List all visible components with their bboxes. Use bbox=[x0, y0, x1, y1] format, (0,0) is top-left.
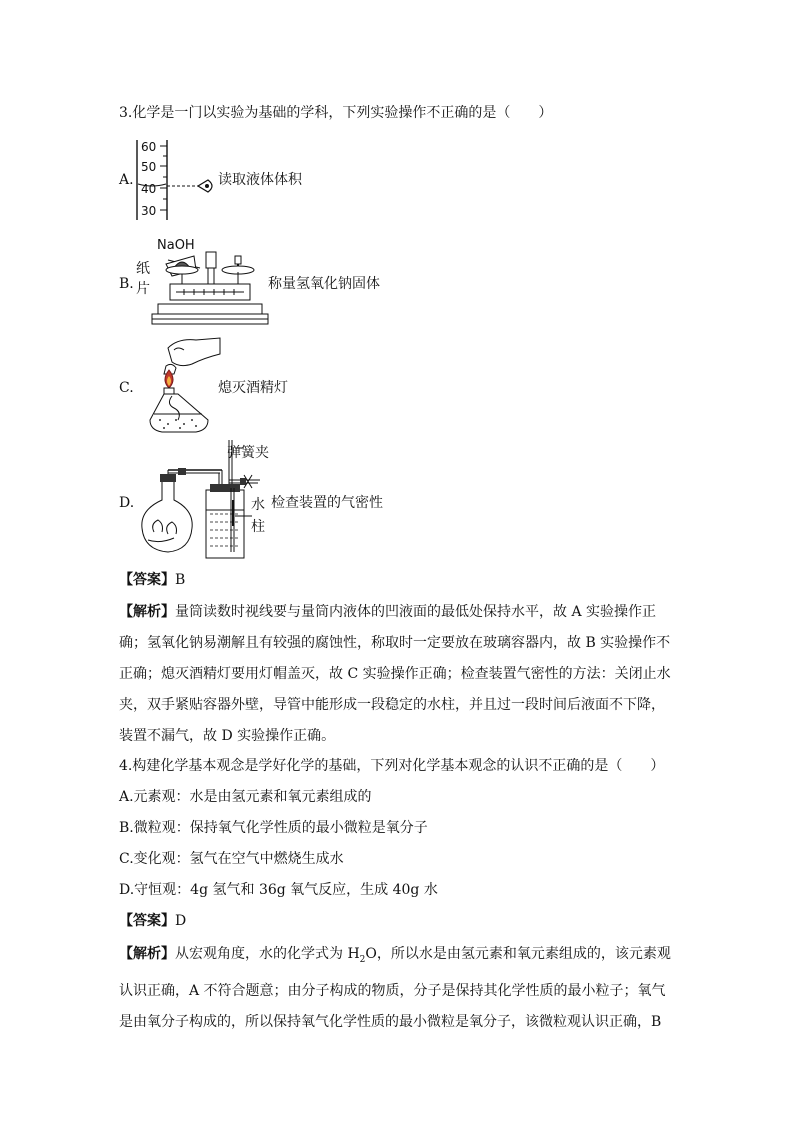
q3-option-d-label: D. bbox=[119, 495, 135, 511]
analysis-line: 【解析】从宏观角度，水的化学式为 $H_2O$，所以水是由氢元素和氧元素组成的，该元素观 bbox=[119, 946, 671, 965]
q4-option-b: B.微粒观：保持氧气化学性质的最小微粒是氧分子 bbox=[119, 820, 428, 836]
q4-option-d: D.守恒观：4g 氢气和 36g 氧气反应，生成 40g 水 bbox=[119, 882, 438, 898]
analysis-line: 确；氢氧化钠易潮解且有较强的腐蚀性，称取时一定要放在玻璃容器内，故 B 实验操作不 bbox=[119, 635, 671, 651]
q4-analysis bbox=[119, 939, 679, 1038]
paper-label-1: 纸 bbox=[136, 261, 150, 277]
airtightness-apparatus-figure bbox=[134, 440, 274, 562]
eye-icon bbox=[198, 180, 212, 192]
analysis-line: 正确；熄灭酒精灯要用灯帽盖灭，故 C 实验操作正确；检查装置气密性的方法：关闭止水 bbox=[119, 666, 671, 682]
q3-option-b-caption: 称量氢氧化钠固体 bbox=[268, 276, 380, 292]
q3-option-a-label: A. bbox=[119, 172, 134, 188]
q3-option-c-caption: 熄灭酒精灯 bbox=[218, 380, 288, 396]
analysis-line: 装置不漏气，故 D 实验操作正确。 bbox=[119, 728, 336, 744]
answer-value: D bbox=[175, 913, 187, 929]
analysis-line: 是由氧分子构成的，所以保持氧气化学性质的最小微粒是氧分子，该微粒观认识正确，B bbox=[119, 1013, 662, 1030]
q4-option-a: A.元素观：水是由氢元素和氧元素组成的 bbox=[119, 789, 372, 805]
scale-mark-50: 50 bbox=[141, 160, 157, 174]
analysis-line: 认识正确，A 不符合题意；由分子构成的物质，分子是保持其化学性质的最小粒子；氧气 bbox=[119, 982, 666, 999]
q4-option-c: C.变化观：氢气在空气中燃烧生成水 bbox=[119, 851, 344, 867]
answer-tag: 【答案】 bbox=[119, 913, 175, 929]
scale-mark-40: 40 bbox=[141, 182, 157, 196]
q3-option-c-label: C. bbox=[119, 380, 134, 396]
water-column-label-1: 水 bbox=[251, 497, 265, 513]
water-column-label-2: 柱 bbox=[251, 519, 265, 535]
answer-tag: 【答案】 bbox=[119, 572, 175, 588]
q3-option-b-label: B. bbox=[119, 276, 134, 292]
answer-value: B bbox=[175, 572, 186, 588]
alcohol-lamp-figure bbox=[148, 334, 224, 438]
naoh-label: NaOH bbox=[157, 238, 195, 253]
analysis-tag: 【解析】 bbox=[119, 604, 175, 620]
q3-analysis bbox=[119, 597, 679, 752]
analysis-line: 【解析】量筒读数时视线要与量筒内液体的凹液面的最低处保持水平，故 A 实验操作正 bbox=[119, 604, 657, 620]
q4-answer bbox=[119, 911, 186, 931]
q3-stem: 3.化学是一门以实验为基础的学科，下列实验操作不正确的是（ ） bbox=[119, 105, 553, 121]
q3-answer bbox=[119, 570, 185, 590]
q3-option-a-caption: 读取液体体积 bbox=[218, 172, 302, 188]
spring-clamp-label: 弹簧夹 bbox=[227, 445, 269, 461]
paper-label-2: 片 bbox=[136, 281, 150, 297]
analysis-line: 夹，双手紧贴容器外壁，导管中能形成一段稳定的水柱，并且过一段时间后液面不下降， bbox=[119, 697, 665, 713]
q3-option-d-caption: 检查装置的气密性 bbox=[271, 495, 383, 511]
scale-mark-60: 60 bbox=[141, 140, 157, 154]
q4-stem: 4.构建化学基本观念是学好化学的基础，下列对化学基本观念的认识不正确的是（ ） bbox=[119, 758, 665, 774]
scale-mark-30: 30 bbox=[141, 204, 157, 218]
analysis-tag: 【解析】 bbox=[119, 946, 175, 962]
balance-figure bbox=[150, 246, 270, 328]
